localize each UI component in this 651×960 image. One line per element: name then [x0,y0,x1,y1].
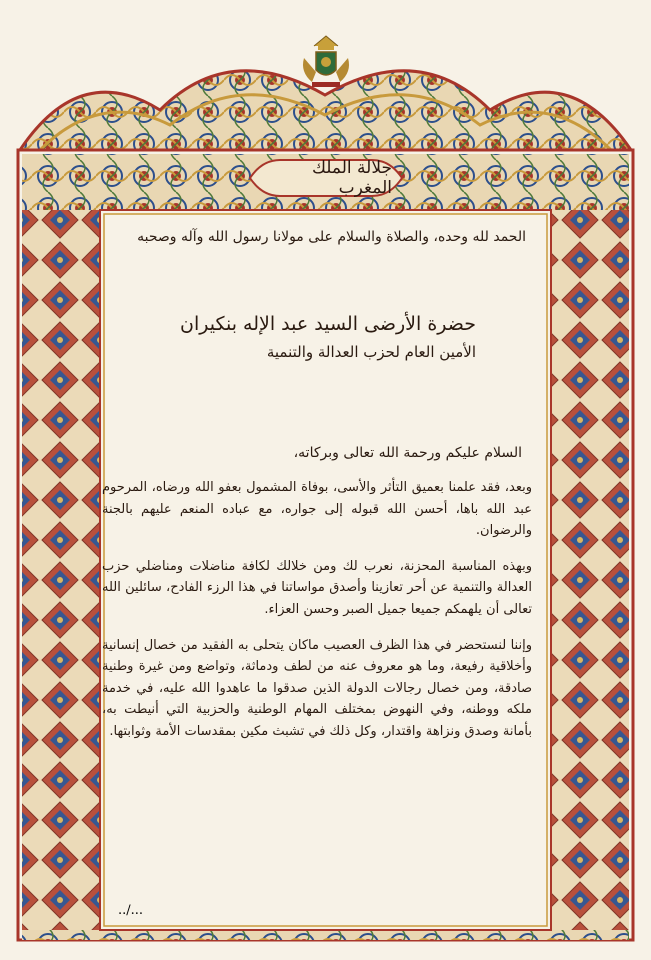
letter-body [102,477,532,757]
continuation-mark: ../... [118,903,144,918]
salutation: السلام عليكم ورحمة الله تعالى وبركاته، [293,445,522,461]
paragraph-3: وإننا لنستحضر في هذا الظرف العصيب ماكان يتحلى به الفقيد من خصال إنسانية وأخلاقية رفيعة، وما هو معروف عنه من لطف ودماثة، وتواضع ومن غيرة وطنية صادقة، ومن خصال رجالات الدولة الذين صدقوا ما عاهدوا الله عليه، في خدمة ملكه ووطنه، وفي النهوض بمختلف المهام الوطنية والحزبية التي أنيطت به، بأمانة وصدق ونزاهة واقتدار، وكل ذلك في تشبث مكين بمقدسات الأمة وثوابتها. [102,637,532,739]
letter-content [102,215,538,925]
opening-line: الحمد لله وحده، والصلاة والسلام على مولانا رسول الله وآله وصحبه [137,229,526,245]
addressee-name: حضرة الأرضى السيد عبد الإله بنكيران [180,313,476,335]
paragraph-1: وبعد، فقد علمنا بعميق التأثر والأسى، بوفاة المشمول بعفو الله ورضاه، المرحوم عبد الله باها، أحسن الله قبوله إلى جواره، مع عباده المنعم عليهم بالجنة والرضوان. [102,480,532,539]
addressee-role: الأمين العام لحزب العدالة والتنمية [266,343,476,361]
addressee [96,313,476,361]
royal-emblem-icon [294,28,358,92]
letterhead-title: جلالة الملك المغرب [311,158,392,198]
paragraph-2: وبهذه المناسبة المحزنة، نعرب لك ومن خلالك لكافة مناضلات ومناضلي حزب العدالة والتنمية عن أحر تعازينا وأصدق مواساتنا في هذا الرزء الفادح، سائلين الله تعالى أن يلهمكم جميعا جميل الصبر وحسن العزاء. [102,558,532,617]
